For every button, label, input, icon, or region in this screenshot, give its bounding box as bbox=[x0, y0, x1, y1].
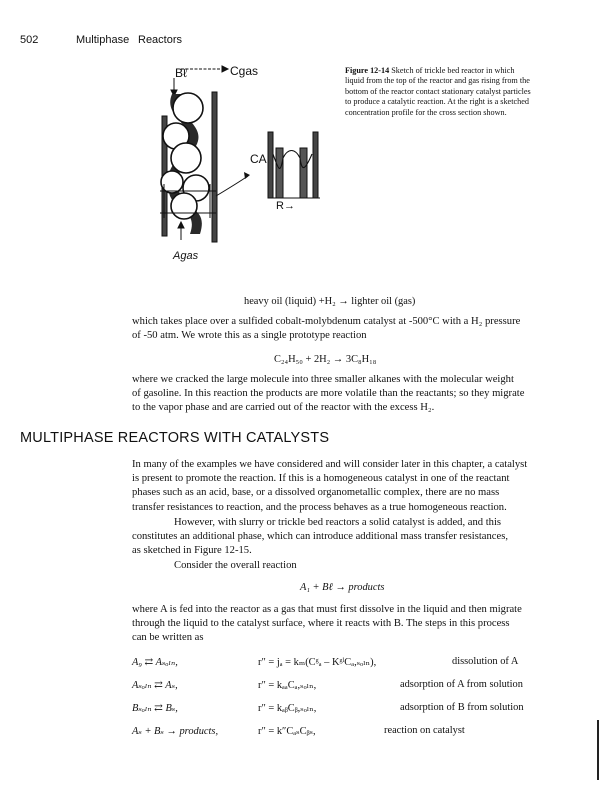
paragraph-steps-intro bbox=[132, 603, 570, 646]
text-line: constitutes an additional phase, which can introduce additional mass transfer resistances, bbox=[132, 531, 508, 543]
caption-label: Figure 12-14 bbox=[345, 66, 390, 75]
step-2-description: adsorption of A from solution bbox=[400, 679, 523, 690]
label-c-a: CA bbox=[250, 152, 267, 166]
text-line: is present to promote the reaction. If this is a homogeneous catalyst in one of the reactant bbox=[132, 473, 510, 485]
gas-inlet-arrow bbox=[178, 222, 184, 240]
label-b-liquid: Bℓ bbox=[175, 66, 187, 80]
running-head-chapter: Multiphase bbox=[76, 34, 130, 46]
paragraph-slurry-trickle bbox=[132, 516, 570, 559]
text-line: to the vapor phase and are carried out of the reactor with the excess H₂. bbox=[132, 402, 435, 414]
text-line: transfer resistances to reaction, and the process behaves as a true homogeneous reaction. bbox=[132, 501, 507, 513]
caption-line-2: liquid from the top of the reactor and gas rising from the bbox=[345, 76, 530, 86]
step-4-rate: r″ = k″CₐₛCᵦₛ, bbox=[258, 726, 316, 737]
gas-arrow bbox=[181, 66, 228, 72]
text-line: of gasoline. In this reaction the products are more volatile than the reactants; so they migrate bbox=[132, 388, 525, 400]
step-1-rate: r″ = jₐ = kₘ(Cᵍₐ – KᵍˡCₐ,ₛₒₗₙ), bbox=[258, 657, 377, 668]
trickle-bed-figure bbox=[150, 58, 340, 268]
label-a-gas: Agas bbox=[173, 250, 199, 262]
section-heading: MULTIPHASE REACTORS WITH CATALYSTS bbox=[20, 430, 330, 446]
label-r-axis: R→ bbox=[276, 200, 295, 212]
step-2-rate: r″ = kₐₐCₐ,ₛₒₗₙ, bbox=[258, 680, 317, 691]
text-line: phases such as an acid, base, or a dissolved organometallic complex, there are no mass bbox=[132, 487, 500, 499]
caption-line-4: to produce a catalytic reaction. At the right is a sketched bbox=[345, 97, 529, 107]
text-line: which takes place over a sulfided cobalt-molybdenum catalyst at -500°C with a H₂ pressure bbox=[132, 316, 521, 327]
text-line: through the liquid to the catalyst surface, where it reacts with B. The steps in this process bbox=[132, 618, 510, 630]
liquid-down-arrow bbox=[171, 78, 177, 96]
concentration-profile bbox=[268, 132, 320, 198]
label-c-gas: Cgas bbox=[230, 64, 259, 78]
catalyst-particles bbox=[161, 93, 209, 219]
page-number: 502 bbox=[20, 34, 39, 46]
caption-line-3: bottom of the reactor contact stationary catalyst particles bbox=[345, 86, 531, 96]
step-3-rate: r″ = kₐᵦCᵦ,ₛₒₗₙ, bbox=[258, 703, 317, 714]
step-1-reaction: A₉ ⇄ Aₛₒₗₙ, bbox=[132, 657, 178, 668]
figure-caption bbox=[345, 66, 570, 118]
text-line: of -50 atm. We wrote this as a single prototype reaction bbox=[132, 330, 367, 342]
text-line: where A is fed into the reactor as a gas that must first dissolve in the liquid and then migrate bbox=[132, 604, 522, 615]
text-line: In many of the examples we have considered and will consider later in this chapter, a catalyst bbox=[132, 459, 528, 470]
overall-reaction: A₁ + Bℓ → products bbox=[300, 582, 385, 593]
text-line: as sketched in Figure 12-15. bbox=[132, 545, 252, 557]
step-4-description: reaction on catalyst bbox=[384, 725, 465, 736]
step-3-description: adsorption of B from solution bbox=[400, 702, 524, 713]
step-2-reaction: Aₛₒₗₙ ⇄ Aₛ, bbox=[132, 680, 178, 691]
step-4-reaction: Aₛ + Bₛ → products, bbox=[132, 726, 219, 737]
caption-line-1: Sketch of trickle bed reactor in which bbox=[391, 66, 515, 75]
step-1-description: dissolution of A bbox=[452, 656, 519, 667]
text-line: can be written as bbox=[132, 632, 204, 644]
running-head-section: Reactors bbox=[138, 34, 183, 46]
paragraph-catalyst-conditions bbox=[132, 315, 570, 343]
text-line: where we cracked the large molecule into three smaller alkanes with the molecular weight bbox=[132, 374, 514, 385]
reaction-heavy-oil: heavy oil (liquid) +H₂ → lighter oil (gas) bbox=[244, 296, 416, 307]
caption-line-5: concentration profile for the cross section shown. bbox=[345, 107, 507, 117]
paragraph-homogeneous-catalyst bbox=[132, 458, 570, 515]
paragraph-consider: Consider the overall reaction bbox=[174, 560, 297, 571]
paragraph-cracking bbox=[132, 373, 570, 416]
text-line: However, with slurry or trickle bed reactors a solid catalyst is added, and this bbox=[174, 517, 502, 528]
prototype-equation: C₂₄H₅₀ + 2H₂ → 3C₈H₁₈ bbox=[274, 354, 377, 365]
page-edge-mark bbox=[597, 720, 599, 780]
step-3-reaction: Bₛₒₗₙ ⇄ Bₛ, bbox=[132, 703, 178, 714]
